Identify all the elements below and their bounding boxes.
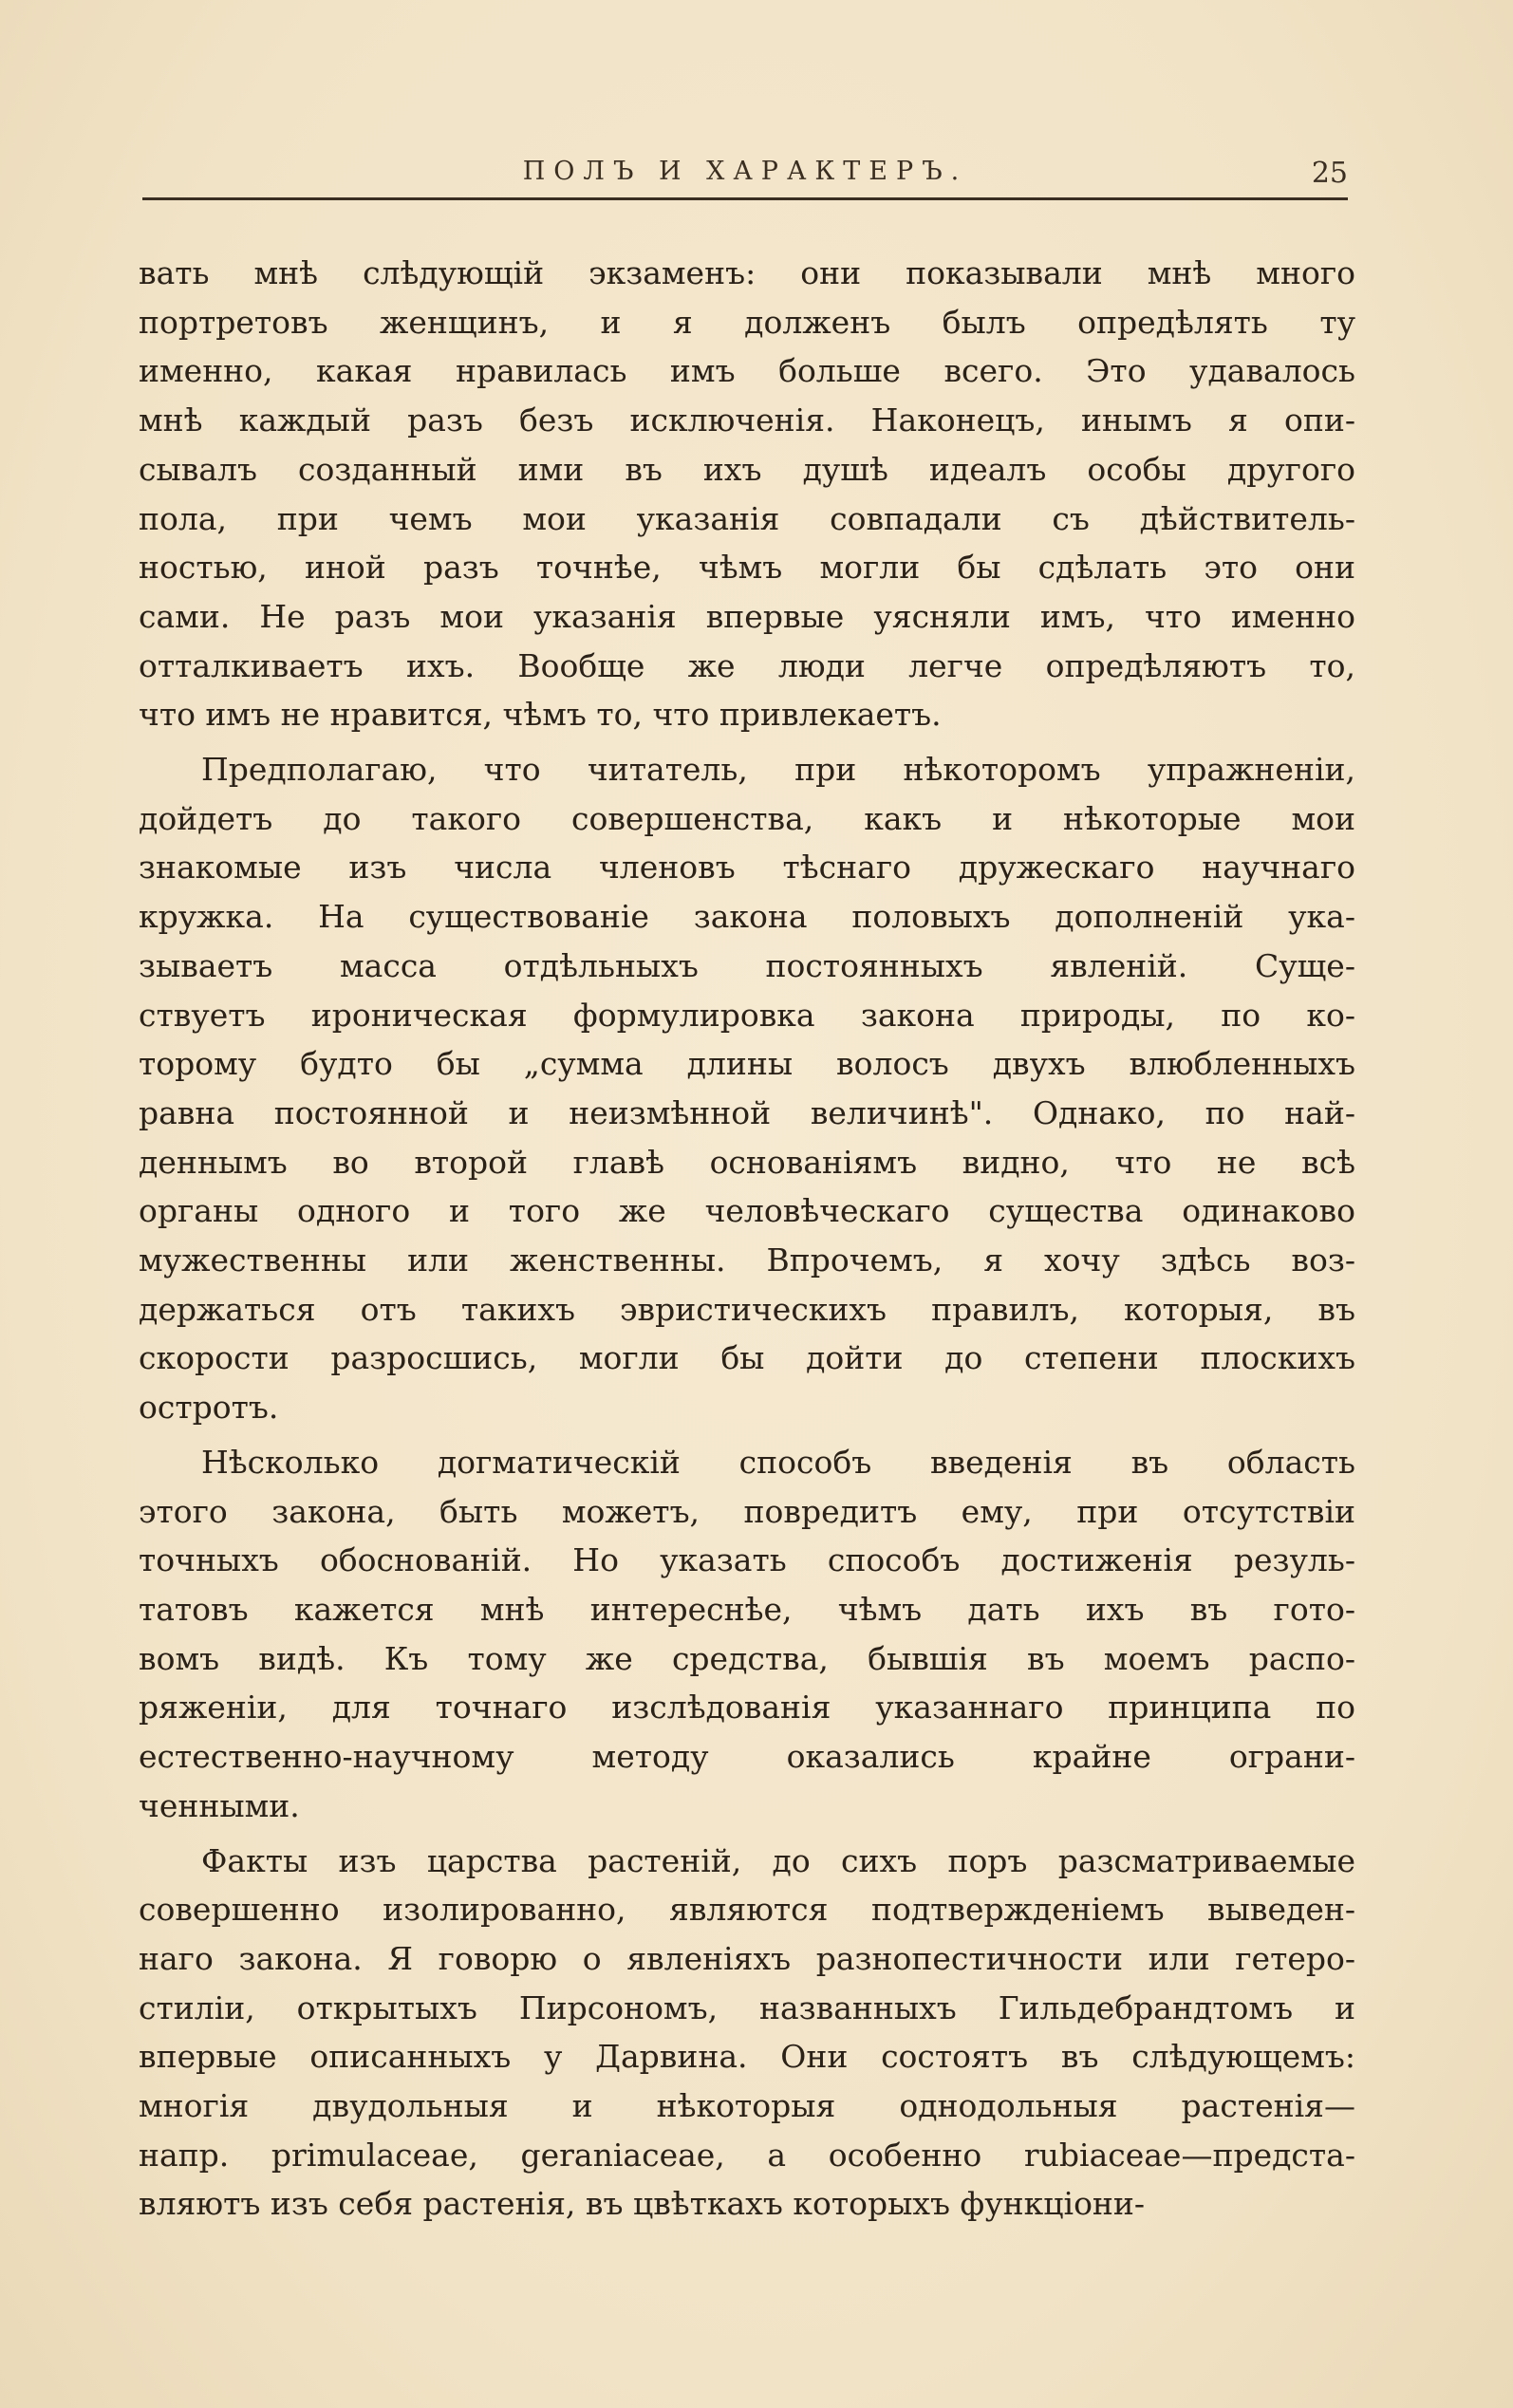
text-line: торому будто бы „сумма длины волосъ двухъ влюбленныхъ (139, 1045, 1355, 1083)
text-line: портретовъ женщинъ, и я долженъ былъ опредѣлять ту (139, 303, 1355, 341)
text-line: Факты изъ царства растеній, до сихъ поръ разсматриваемые (201, 1841, 1355, 1879)
paragraph (139, 1837, 1355, 2230)
text-line: пола, при чемъ мои указанія совпадали съ дѣйствитель- (139, 499, 1355, 537)
text-line: точныхъ обоснованій. Но указать способъ достиженія резуль- (139, 1541, 1355, 1579)
text-line: зываетъ масса отдѣльныхъ постоянныхъ явленій. Суще- (139, 946, 1355, 984)
text-line: мнѣ каждый разъ безъ исключенія. Наконецъ, инымъ я опи- (139, 401, 1355, 439)
text-line: сами. Не разъ мои указанія впервые уясняли имъ, что именно (139, 597, 1355, 635)
text-line: мужественны или женственны. Впрочемъ, я хочу здѣсь воз- (139, 1241, 1355, 1279)
text-line: кружка. На существованіе закона половыхъ дополненій ука- (139, 898, 1355, 936)
text-line: напр. primulaceae, geraniaceae, а особенно rubiaceae—предста- (139, 2136, 1355, 2174)
text-line: наго закона. Я говорю о явленіяхъ разнопестичности или гетеро- (139, 1939, 1355, 1977)
header-rule (142, 197, 1348, 200)
text-line: вомъ видѣ. Къ тому же средства, бывшія въ моемъ распо- (139, 1639, 1355, 1677)
text-line: именно, какая нравилась имъ больше всего. Это удавалось (139, 352, 1355, 390)
text-line: ствуетъ ироническая формулировка закона природы, по ко- (139, 996, 1355, 1034)
text-line: стиліи, открытыхъ Пирсономъ, названныхъ Гильдебрандтомъ и (139, 1988, 1355, 2026)
running-title: ПОЛЪ И ХАРАКТЕРЪ. (522, 157, 968, 186)
text-line: вляютъ изъ себя растенія, въ цвѣткахъ которыхъ функціони- (139, 2185, 1146, 2223)
text-line: равна постоянной и неизмѣнной величинѣ". Однако, по най- (139, 1093, 1355, 1131)
text-line: ностью, иной разъ точнѣе, чѣмъ могли бы сдѣлать это они (139, 549, 1355, 587)
text-line: Нѣсколько догматическій способъ введенія въ область (201, 1443, 1355, 1481)
paragraph (139, 1438, 1355, 1831)
text-line: держаться отъ такихъ эвристическихъ правилъ, которыя, въ (139, 1290, 1355, 1328)
text-line: деннымъ во второй главѣ основаніямъ видно, что не всѣ (139, 1143, 1355, 1181)
text-line: впервые описанныхъ у Дарвина. Они состоятъ въ слѣдующемъ: (139, 2038, 1355, 2076)
page-number: 25 (1311, 157, 1348, 190)
text-line: вать мнѣ слѣдующій экзаменъ: они показывали мнѣ много (139, 254, 1355, 291)
text-line: органы одного и того же человѣческаго существа одинаково (139, 1192, 1355, 1230)
text-line: ряженіи, для точнаго изслѣдованія указаннаго принципа по (139, 1689, 1355, 1727)
paragraph (139, 745, 1355, 1432)
text-line: знакомые изъ числа членовъ тѣснаго дружескаго научнаго (139, 849, 1355, 887)
text-line: татовъ кажется мнѣ интереснѣе, чѣмъ дать ихъ въ гото- (139, 1590, 1355, 1628)
text-line: скорости разросшись, могли бы дойти до степени плоскихъ (139, 1339, 1355, 1377)
body-text (139, 249, 1355, 2229)
text-line: остротъ. (139, 1389, 279, 1427)
text-line: Предполагаю, что читатель, при нѣкоторомъ упражненіи, (201, 751, 1355, 789)
text-line: многія двудольныя и нѣкоторыя однодольныя растенія— (139, 2087, 1355, 2125)
text-line: отталкиваетъ ихъ. Вообще же люди легче опредѣляютъ то, (139, 646, 1355, 684)
paragraph (139, 249, 1355, 739)
text-line: естественно-научному методу оказались крайне ограни- (139, 1738, 1355, 1776)
text-line: что имъ не нравится, чѣмъ то, что привлекаетъ. (139, 696, 942, 734)
text-line: ченными. (139, 1786, 300, 1824)
text-line: совершенно изолированно, являются подтвержденіемъ выведен- (139, 1891, 1355, 1929)
text-line: дойдетъ до такого совершенства, какъ и нѣкоторые мои (139, 799, 1355, 837)
text-line: сывалъ созданный ими въ ихъ душѣ идеалъ особы другого (139, 450, 1355, 488)
text-line: этого закона, быть можетъ, повредитъ ему, при отсутствіи (139, 1492, 1355, 1530)
